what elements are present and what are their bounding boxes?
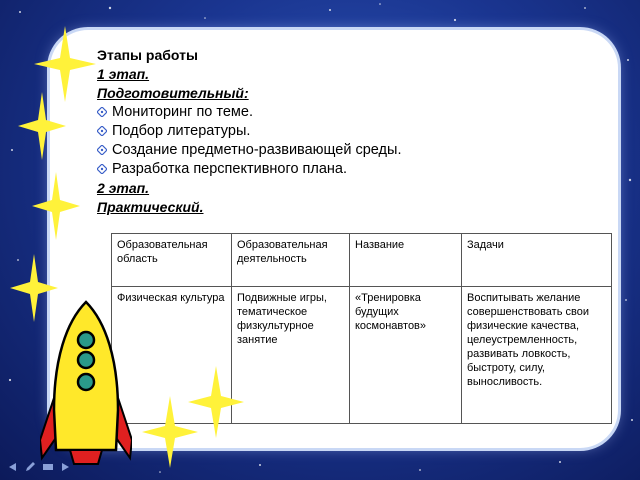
header-cell: Образовательная деятельность xyxy=(232,234,350,287)
text-block xyxy=(97,46,597,217)
table-cell: Воспитывать желание совершенствовать свои физические качества, целеустремленность, развивать ловкость, быстроту, силу, выносливость. xyxy=(462,287,612,424)
list-item xyxy=(97,141,597,160)
diamond-bullet-icon xyxy=(97,107,107,117)
menu-icon[interactable] xyxy=(42,461,54,473)
header-cell: Образовательная область xyxy=(112,234,232,287)
table-header-row xyxy=(112,234,612,287)
stage-1-task-list xyxy=(97,103,597,179)
stage-2-number: 2 этап. xyxy=(97,180,150,196)
header-cell: Название xyxy=(350,234,462,287)
activity-table xyxy=(111,233,612,424)
list-item xyxy=(97,122,597,141)
list-item xyxy=(97,103,597,122)
rocket-icon xyxy=(40,300,132,468)
prev-arrow-icon[interactable] xyxy=(6,461,18,473)
diamond-bullet-icon xyxy=(97,145,107,155)
diamond-bullet-icon xyxy=(97,126,107,136)
table-row xyxy=(112,287,612,424)
page-title: Этапы работы xyxy=(97,47,198,63)
stage-2-name: Практический. xyxy=(97,199,204,215)
header-cell: Задачи xyxy=(462,234,612,287)
list-item-text: Мониторинг по теме. xyxy=(112,104,253,120)
list-item-text: Создание предметно-развивающей среды. xyxy=(112,142,402,158)
stage-1-number: 1 этап. xyxy=(97,66,150,82)
table-cell: «Тренировка будущих космонавтов» xyxy=(350,287,462,424)
table-cell: Подвижные игры, тематическое физкультурное занятие xyxy=(232,287,350,424)
list-item-text: Подбор литературы. xyxy=(112,123,251,139)
next-arrow-icon[interactable] xyxy=(60,461,72,473)
pen-icon[interactable] xyxy=(24,461,36,473)
slide-navigation xyxy=(6,461,72,475)
stage-1-name: Подготовительный: xyxy=(97,85,249,101)
list-item xyxy=(97,160,597,179)
diamond-bullet-icon xyxy=(97,164,107,174)
table-cell: Физическая культура xyxy=(112,287,232,424)
list-item-text: Разработка перспективного плана. xyxy=(112,161,348,177)
